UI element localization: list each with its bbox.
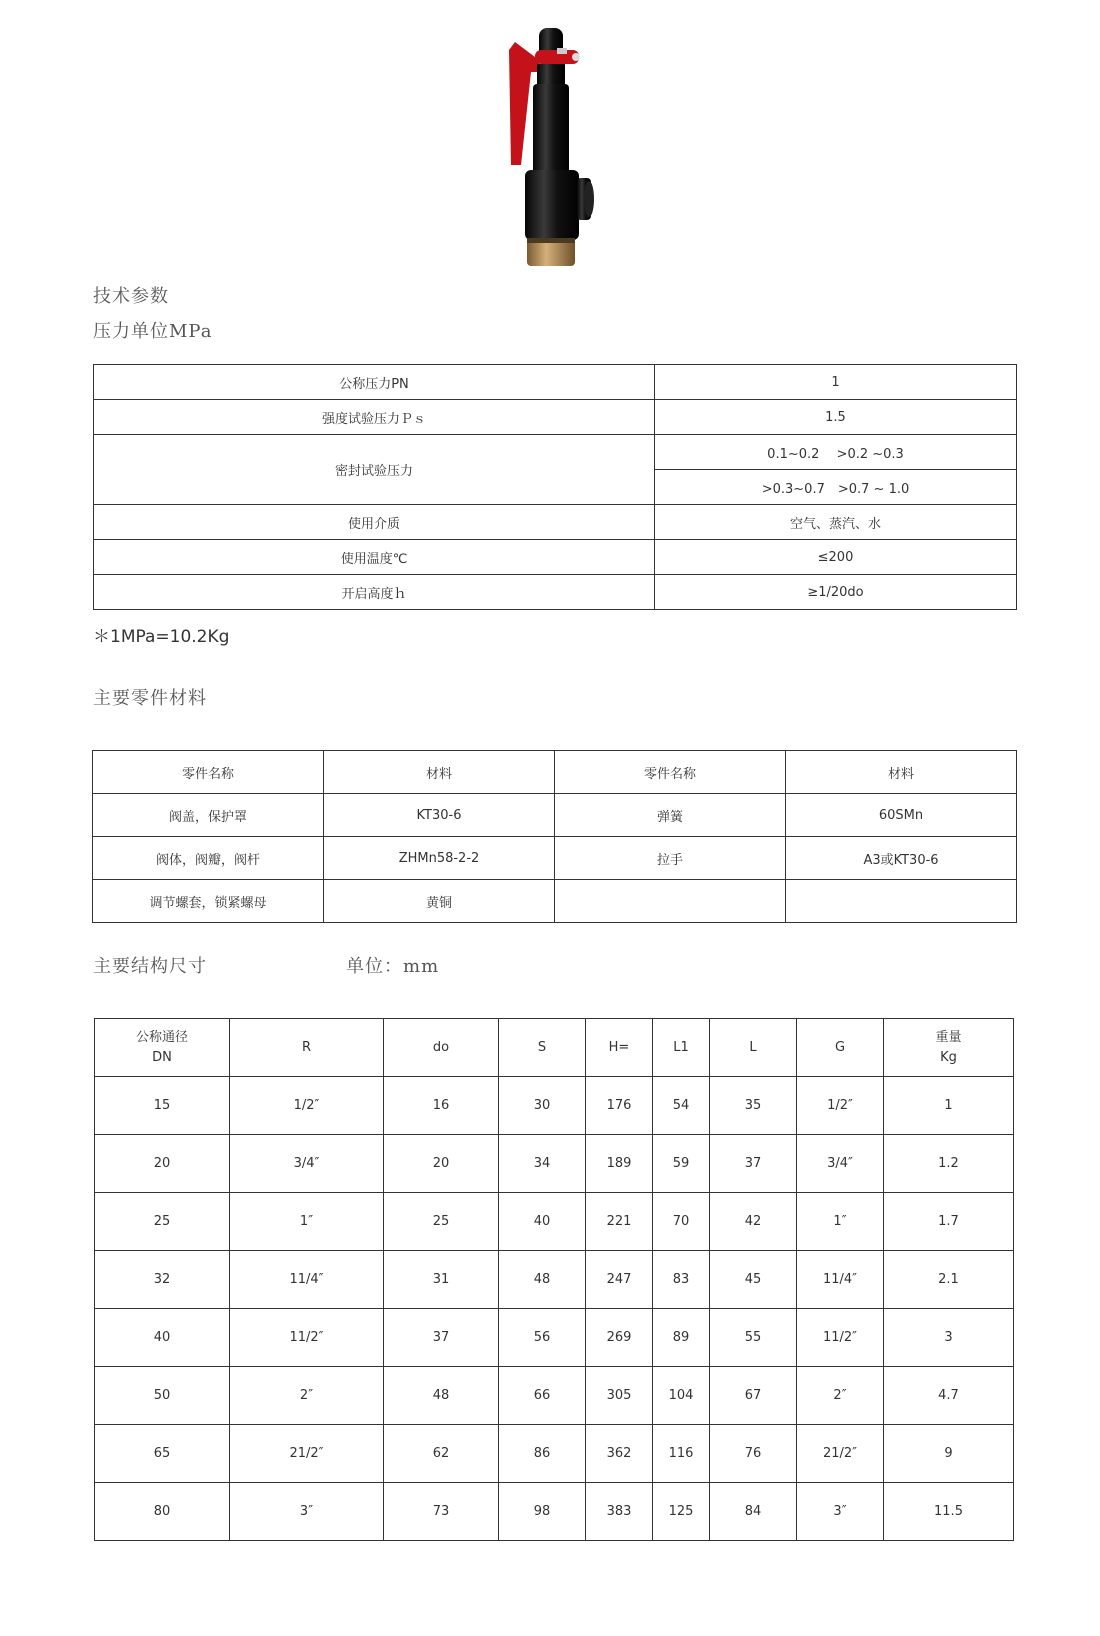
table-cell: 15 <box>95 1077 230 1135</box>
table-cell: 阀盖，保护罩 <box>93 794 324 837</box>
table-row <box>94 505 1017 540</box>
dimension-unit-label: 单位：mm <box>346 956 440 977</box>
table-row <box>94 435 1017 470</box>
table-cell: 84 <box>710 1483 797 1541</box>
table-cell: 86 <box>499 1425 586 1483</box>
safety-valve-image <box>505 20 595 275</box>
header-text: DN <box>152 1049 172 1065</box>
table-cell: 48 <box>384 1367 499 1425</box>
param-value: ≤200 <box>655 540 1017 575</box>
params-table <box>93 364 1017 610</box>
column-header: 材料 <box>786 751 1017 794</box>
param-label: 密封试验压力 <box>94 435 655 505</box>
table-cell: 1.7 <box>884 1193 1014 1251</box>
table-cell: 9 <box>884 1425 1014 1483</box>
table-cell: 383 <box>586 1483 653 1541</box>
table-row <box>94 540 1017 575</box>
table-cell: 1″ <box>797 1193 884 1251</box>
table-cell: 34 <box>499 1135 586 1193</box>
header-text: 重量 <box>935 1029 962 1045</box>
table-cell: 66 <box>499 1367 586 1425</box>
table-cell: 59 <box>653 1135 710 1193</box>
table-cell: 阀体，阀瓣，阀杆 <box>93 837 324 880</box>
table-cell: 4.7 <box>884 1367 1014 1425</box>
table-cell: 116 <box>653 1425 710 1483</box>
section-title-dimensions: 主要结构尺寸 <box>93 956 207 977</box>
table-cell: 42 <box>710 1193 797 1251</box>
table-cell: 80 <box>95 1483 230 1541</box>
column-header: S <box>499 1019 586 1077</box>
table-cell: 70 <box>653 1193 710 1251</box>
table-cell: 3″ <box>230 1483 384 1541</box>
table-cell: 20 <box>95 1135 230 1193</box>
column-header-weight <box>884 1019 1014 1077</box>
pressure-unit-label: 压力单位MPa <box>93 321 213 342</box>
table-row <box>95 1077 1014 1135</box>
table-cell: 60SMn <box>786 794 1017 837</box>
table-cell: KT30-6 <box>324 794 555 837</box>
header-text: 公称通径 <box>135 1029 188 1045</box>
table-cell: 3/4″ <box>797 1135 884 1193</box>
table-cell: 调节螺套，锁紧螺母 <box>93 880 324 923</box>
table-cell: 362 <box>586 1425 653 1483</box>
table-row <box>95 1483 1014 1541</box>
table-cell: 62 <box>384 1425 499 1483</box>
header-text: Kg <box>940 1049 957 1065</box>
table-cell: 3 <box>884 1309 1014 1367</box>
param-label: 开启高度ｈ <box>94 575 655 610</box>
table-cell: 拉手 <box>555 837 786 880</box>
table-header-row <box>95 1019 1014 1077</box>
table-cell: 3/4″ <box>230 1135 384 1193</box>
param-value: 0.1~0.2 >0.2 ~0.3 <box>655 435 1017 470</box>
table-cell <box>555 880 786 923</box>
table-cell: 黄铜 <box>324 880 555 923</box>
param-value: 1 <box>655 365 1017 400</box>
column-header: 零件名称 <box>555 751 786 794</box>
table-cell: 45 <box>710 1251 797 1309</box>
column-header: L1 <box>653 1019 710 1077</box>
table-cell: 40 <box>499 1193 586 1251</box>
param-label: 使用温度℃ <box>94 540 655 575</box>
param-label: 强度试验压力Ｐｓ <box>94 400 655 435</box>
table-cell: 1 <box>884 1077 1014 1135</box>
table-cell: 89 <box>653 1309 710 1367</box>
table-cell: 54 <box>653 1077 710 1135</box>
table-cell: ZHMn58-2-2 <box>324 837 555 880</box>
column-header: G <box>797 1019 884 1077</box>
section-title-params: 技术参数 <box>93 286 169 307</box>
table-row <box>94 575 1017 610</box>
param-label: 公称压力PN <box>94 365 655 400</box>
table-cell: 305 <box>586 1367 653 1425</box>
table-cell <box>786 880 1017 923</box>
table-row <box>95 1135 1014 1193</box>
table-cell: 30 <box>499 1077 586 1135</box>
table-row <box>95 1367 1014 1425</box>
param-value: >0.3~0.7 >0.7 ~ 1.0 <box>655 470 1017 505</box>
table-cell: 50 <box>95 1367 230 1425</box>
table-cell: 11.5 <box>884 1483 1014 1541</box>
table-cell: 弹簧 <box>555 794 786 837</box>
table-cell: 11/2″ <box>797 1309 884 1367</box>
table-cell: 11/4″ <box>797 1251 884 1309</box>
table-cell: 76 <box>710 1425 797 1483</box>
column-header: R <box>230 1019 384 1077</box>
table-cell: 20 <box>384 1135 499 1193</box>
column-header: do <box>384 1019 499 1077</box>
table-row <box>94 400 1017 435</box>
table-cell: 83 <box>653 1251 710 1309</box>
table-cell: 1″ <box>230 1193 384 1251</box>
table-cell: 55 <box>710 1309 797 1367</box>
table-cell: 37 <box>384 1309 499 1367</box>
param-value: 1.5 <box>655 400 1017 435</box>
unit-conversion-note: ＊1MPa=10.2Kg <box>93 627 230 647</box>
param-label: 使用介质 <box>94 505 655 540</box>
column-header-dn <box>95 1019 230 1077</box>
table-cell: 67 <box>710 1367 797 1425</box>
table-row <box>93 880 1017 923</box>
table-cell: A3或KT30-6 <box>786 837 1017 880</box>
table-cell: 25 <box>384 1193 499 1251</box>
table-cell: 2.1 <box>884 1251 1014 1309</box>
table-cell: 73 <box>384 1483 499 1541</box>
table-cell: 35 <box>710 1077 797 1135</box>
table-row <box>95 1425 1014 1483</box>
materials-table <box>92 750 1017 923</box>
table-cell: 189 <box>586 1135 653 1193</box>
column-header: 零件名称 <box>93 751 324 794</box>
table-cell: 40 <box>95 1309 230 1367</box>
table-cell: 21/2″ <box>230 1425 384 1483</box>
param-value: 空气、蒸汽、水 <box>655 505 1017 540</box>
column-header: H= <box>586 1019 653 1077</box>
param-value: ≥1/20do <box>655 575 1017 610</box>
table-row <box>94 365 1017 400</box>
table-cell: 31 <box>384 1251 499 1309</box>
table-cell: 176 <box>586 1077 653 1135</box>
table-cell: 269 <box>586 1309 653 1367</box>
table-row <box>93 794 1017 837</box>
table-cell: 32 <box>95 1251 230 1309</box>
table-row <box>95 1193 1014 1251</box>
table-cell: 1/2″ <box>230 1077 384 1135</box>
table-cell: 65 <box>95 1425 230 1483</box>
table-cell: 11/2″ <box>230 1309 384 1367</box>
table-cell: 3″ <box>797 1483 884 1541</box>
table-cell: 1.2 <box>884 1135 1014 1193</box>
table-cell: 16 <box>384 1077 499 1135</box>
table-row <box>95 1309 1014 1367</box>
table-cell: 247 <box>586 1251 653 1309</box>
table-cell: 104 <box>653 1367 710 1425</box>
table-cell: 1/2″ <box>797 1077 884 1135</box>
table-cell: 56 <box>499 1309 586 1367</box>
table-cell: 98 <box>499 1483 586 1541</box>
table-header-row <box>93 751 1017 794</box>
column-header: L <box>710 1019 797 1077</box>
table-cell: 2″ <box>230 1367 384 1425</box>
table-cell: 25 <box>95 1193 230 1251</box>
table-row <box>93 837 1017 880</box>
section-title-materials: 主要零件材料 <box>93 688 207 709</box>
table-cell: 2″ <box>797 1367 884 1425</box>
table-cell: 21/2″ <box>797 1425 884 1483</box>
dimensions-table <box>94 1018 1014 1541</box>
table-cell: 11/4″ <box>230 1251 384 1309</box>
table-cell: 221 <box>586 1193 653 1251</box>
table-cell: 125 <box>653 1483 710 1541</box>
table-row <box>95 1251 1014 1309</box>
table-cell: 37 <box>710 1135 797 1193</box>
table-cell: 48 <box>499 1251 586 1309</box>
column-header: 材料 <box>324 751 555 794</box>
